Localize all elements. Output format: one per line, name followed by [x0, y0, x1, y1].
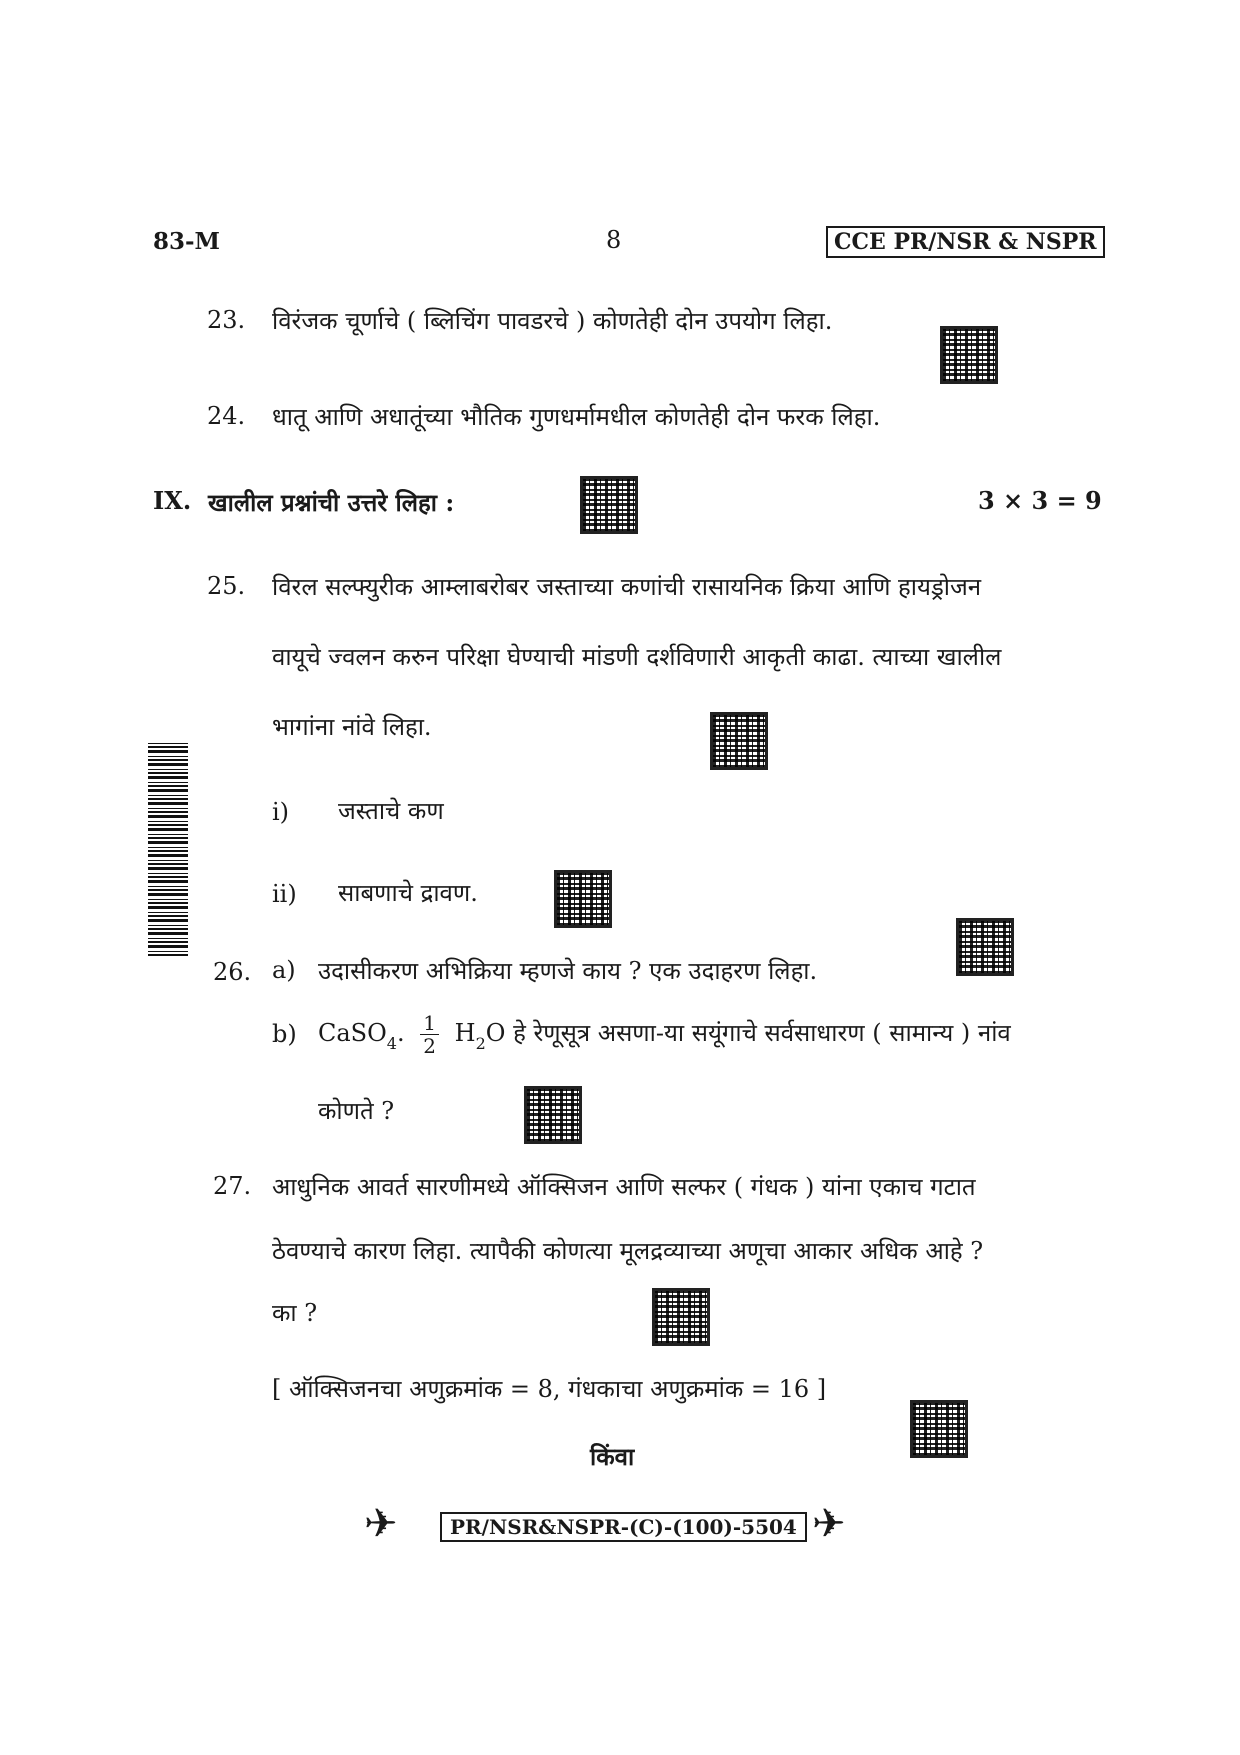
- paper-code: 83-M: [153, 228, 221, 255]
- or-label: किंवा: [590, 1442, 635, 1471]
- q27-line3: का ?: [272, 1299, 318, 1327]
- q27-number: 27.: [213, 1172, 252, 1200]
- q26-a-text: उदासीकरण अभिक्रिया म्हणजे काय ? एक उदाहरण लिहा.: [318, 957, 818, 985]
- qr-code-icon: [652, 1288, 710, 1346]
- q23-number: 23.: [207, 306, 246, 334]
- qr-code-icon: [524, 1086, 582, 1144]
- section-marks: 3 × 3 = 9: [978, 486, 1102, 515]
- formula-sub-4: 4: [386, 1034, 397, 1053]
- q27-line2: ठेवण्याचे कारण लिहा. त्यापैकी कोणत्या मूलद्रव्याच्या अणूचा आकार अधिक आहे ?: [272, 1237, 984, 1265]
- q24-number: 24.: [207, 402, 246, 430]
- fraction-denominator: 2: [423, 1034, 436, 1058]
- page-number: 8: [606, 226, 622, 254]
- qr-code-icon: [710, 712, 768, 770]
- footer-code: PR/NSR&NSPR-(C)-(100)-5504: [440, 1512, 807, 1542]
- fraction-half: [420, 1012, 439, 1057]
- section-title: खालील प्रश्नांची उत्तरे लिहा :: [208, 488, 455, 517]
- formula-caso: CaSO: [318, 1019, 387, 1047]
- q25-line3: भागांना नांवे लिहा.: [272, 713, 432, 741]
- qr-code-icon: [956, 918, 1014, 976]
- q25-line2: वायूचे ज्वलन करुन परिक्षा घेण्याची मांडणी दर्शविणारी आकृती काढा. त्याच्या खालील: [272, 643, 1002, 671]
- q25-number: 25.: [207, 572, 246, 600]
- qr-code-icon: [910, 1400, 968, 1458]
- qr-code-icon: [940, 326, 998, 384]
- formula-dot: .: [396, 1019, 405, 1047]
- q25-part-i-text: जस्ताचे कण: [338, 797, 444, 825]
- q26-b-formula: [318, 1008, 1011, 1069]
- side-barcode: [148, 742, 188, 956]
- q25-part-ii-text: साबणाचे द्रावण.: [338, 879, 478, 907]
- qr-code-icon: [554, 870, 612, 928]
- q25-line1: विरल सल्फ्युरीक आम्लाबरोबर जस्ताच्या कणांची रासायनिक क्रिया आणि हायड्रोजन: [272, 573, 982, 601]
- q26-b-label: b): [272, 1020, 297, 1048]
- q26-number: 26.: [213, 958, 252, 986]
- q25-part-i-label: i): [272, 798, 290, 826]
- airplane-right-icon: ✈: [812, 1501, 846, 1547]
- q25-part-ii-label: ii): [272, 880, 297, 908]
- q24-text: धातू आणि अधातूंच्या भौतिक गुणधर्मामधील कोणतेही दोन फरक लिहा.: [272, 403, 881, 431]
- formula-sub-2: 2: [475, 1034, 486, 1053]
- fraction-numerator: 1: [420, 1012, 439, 1035]
- q26-b-text: हे रेणूसूत्र असणा-या सयूंगाचे सर्वसाधारण ( सामान्य ) नांव: [513, 1019, 1011, 1047]
- q23-text: विरंजक चूर्णाचे ( ब्लिचिंग पावडरचे ) कोणतेही दोन उपयोग लिहा.: [272, 307, 833, 335]
- q26-a-label: a): [272, 956, 296, 984]
- formula-o: O: [485, 1019, 506, 1047]
- qr-code-icon: [580, 476, 638, 534]
- q27-note: [ ऑक्सिजनचा अणुक्रमांक = 8, गंधकाचा अणुक्रमांक = 16 ]: [272, 1375, 827, 1403]
- section-roman: IX.: [153, 486, 192, 515]
- q27-line1: आधुनिक आवर्त सारणीमध्ये ऑक्सिजन आणि सल्फर ( गंधक ) यांना एकाच गटात: [272, 1173, 976, 1201]
- airplane-left-icon: ✈: [364, 1501, 398, 1547]
- q26-b-line2: कोणते ?: [318, 1097, 395, 1125]
- formula-h: H: [454, 1019, 476, 1047]
- exam-label-box: CCE PR/NSR & NSPR: [826, 226, 1105, 258]
